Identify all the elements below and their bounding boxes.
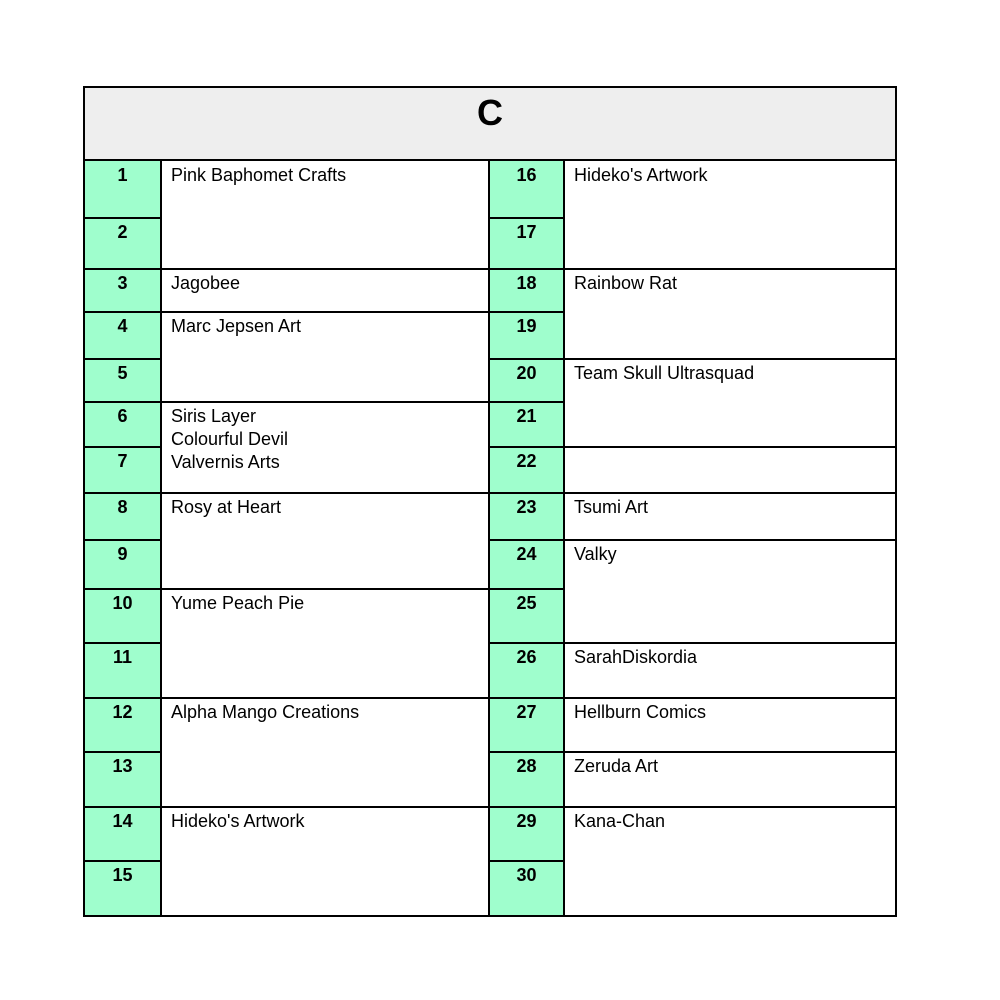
table-number-cell: 1	[85, 161, 160, 218]
table-name-cell: Pink Baphomet Crafts	[162, 161, 488, 269]
table-number-cell: 23	[490, 493, 563, 540]
table-number-cell: 25	[490, 589, 563, 643]
table-name-cell: Jagobee	[162, 269, 488, 312]
grid-line	[85, 860, 160, 862]
table-number-cell: 14	[85, 807, 160, 861]
table-number-cell: 22	[490, 447, 563, 493]
table-name-cell: Rainbow Rat	[565, 269, 895, 359]
grid-line	[85, 401, 488, 403]
table-number-cell: 8	[85, 493, 160, 540]
grid-line	[490, 697, 895, 699]
grid-line	[490, 860, 563, 862]
table-number-cell: 27	[490, 698, 563, 752]
grid-line	[490, 217, 563, 219]
table-name-cell: Team Skull Ultrasquad	[565, 359, 895, 447]
table-name-cell: Valky	[565, 540, 895, 643]
grid-line	[85, 588, 488, 590]
grid-line	[563, 161, 565, 915]
grid-line	[490, 751, 895, 753]
grid-line	[160, 161, 162, 915]
table-name-cell: Yume Peach Pie	[162, 589, 488, 698]
table-number-cell: 11	[85, 643, 160, 698]
table-number-cell: 29	[490, 807, 563, 861]
grid-line	[490, 358, 895, 360]
table-name-cell: Hellburn Comics	[565, 698, 895, 752]
table-sheet	[83, 86, 897, 917]
table-name-cell: Zeruda Art	[565, 752, 895, 807]
table-number-cell: 13	[85, 752, 160, 807]
table-name-cell: Marc Jepsen Art	[162, 312, 488, 402]
table-number-cell: 9	[85, 540, 160, 589]
table-number-cell: 19	[490, 312, 563, 359]
table-number-cell: 21	[490, 402, 563, 447]
grid-line	[85, 492, 488, 494]
grid-line	[85, 358, 160, 360]
grid-line	[490, 588, 563, 590]
table-name-cell: Alpha Mango Creations	[162, 698, 488, 807]
table-name-cell: Tsumi Art	[565, 493, 895, 540]
grid-line	[490, 268, 895, 270]
table-number-cell: 7	[85, 447, 160, 493]
table-number-cell: 3	[85, 269, 160, 312]
grid-line	[85, 642, 160, 644]
grid-line	[85, 751, 160, 753]
grid-line	[85, 806, 488, 808]
table-number-cell: 10	[85, 589, 160, 643]
table-number-cell: 2	[85, 218, 160, 269]
section-title: C	[477, 92, 503, 133]
table-name-cell: SarahDiskordia	[565, 643, 895, 698]
table-number-cell: 30	[490, 861, 563, 915]
table-number-cell: 6	[85, 402, 160, 447]
grid-line	[490, 311, 563, 313]
grid-line	[488, 161, 490, 915]
grid-line	[490, 806, 895, 808]
grid-line	[85, 217, 160, 219]
grid-line	[490, 401, 563, 403]
table-number-cell: 17	[490, 218, 563, 269]
table-number-cell: 18	[490, 269, 563, 312]
table-header	[85, 88, 895, 161]
table-number-cell: 24	[490, 540, 563, 589]
grid-line	[490, 446, 895, 448]
grid-line	[85, 268, 488, 270]
table-name-cell: Hideko's Artwork	[162, 807, 488, 915]
table-number-cell: 26	[490, 643, 563, 698]
table-number-cell: 4	[85, 312, 160, 359]
table-number-cell: 12	[85, 698, 160, 752]
table-number-cell: 20	[490, 359, 563, 402]
grid-line	[490, 642, 895, 644]
table-name-cell: Siris Layer Colourful Devil Valvernis Arts	[162, 402, 488, 493]
table-name-cell: Rosy at Heart	[162, 493, 488, 589]
table-number-cell: 28	[490, 752, 563, 807]
grid-line	[490, 539, 895, 541]
grid-line	[85, 446, 160, 448]
table-number-cell: 15	[85, 861, 160, 915]
table-name-cell: Hideko's Artwork	[565, 161, 895, 269]
grid-line	[85, 539, 160, 541]
table-number-cell: 16	[490, 161, 563, 218]
table-number-cell: 5	[85, 359, 160, 402]
table-name-cell	[565, 447, 895, 493]
table-name-cell: Kana-Chan	[565, 807, 895, 915]
grid-line	[490, 492, 895, 494]
grid-line	[85, 697, 488, 699]
grid-line	[85, 311, 488, 313]
